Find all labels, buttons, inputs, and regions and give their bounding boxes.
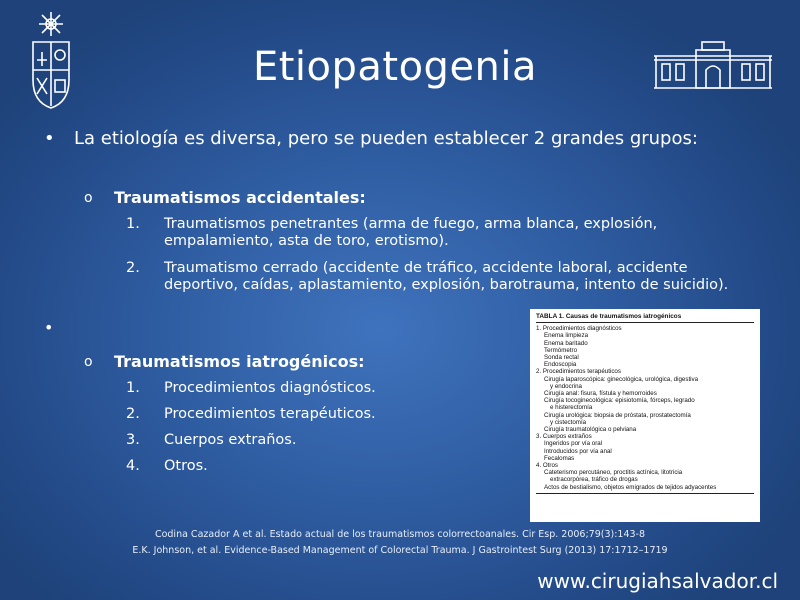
table-row: 3. Cuerpos extraños [536, 433, 592, 441]
group-heading-label: Traumatismos iatrogénicos: [114, 352, 365, 371]
list-item-text: Cuerpos extraños. [164, 432, 297, 448]
list-item-number: 4. [126, 458, 140, 474]
table-row: y cistectomía [550, 418, 587, 426]
website-url: www.cirugiahsalvador.cl [537, 569, 778, 593]
list-item-text: Procedimientos diagnósticos. [164, 380, 376, 396]
table-row: Ingeridos por vía oral [544, 440, 603, 448]
citations [0, 527, 800, 559]
table-row: Cirugía laparoscópica: ginecológica, urológica, digestiva [544, 375, 699, 383]
table-row: Cirugía anal: fisura, fístula y hemorroides [544, 390, 657, 398]
table-row: Actos de bestialismo, objetos emigrados de tejidos adyacentes [544, 483, 717, 491]
table-row: Fecalomas [544, 454, 575, 462]
iatrogenic-causes-table [530, 309, 760, 522]
table-row: e histerectomía [550, 404, 593, 412]
group-heading-label: Traumatismos accidentales: [114, 188, 366, 207]
table-row: Termómetro [544, 346, 578, 354]
list-item-text: Procedimientos terapéuticos. [164, 406, 376, 422]
table-rule [536, 322, 754, 323]
table-row: extracorpórea, tráfico de drogas [550, 476, 638, 484]
citation: Codina Cazador A et al. Estado actual de los traumatismos colorrectoanales. Cir Esp. 2006;79(3):143-8 [154, 529, 646, 540]
table-row: y endocrina [550, 382, 582, 390]
table-rule [536, 493, 754, 494]
table-row: Cateterismo percutáneo, proctitis actínica, litotricia [544, 469, 683, 477]
table-caption: TABLA 1. Causas de traumatismos iatrogénicos [536, 313, 682, 320]
empty-bullet: • [44, 318, 54, 337]
list-item-text: Traumatismos penetrantes (arma de fuego, arma blanca, explosión, empalamiento, asta de toro, erotismo). [164, 216, 658, 249]
table-row: Cirugía tocoginecológica: episiotomía, fórceps, legrado [544, 397, 695, 405]
table-rows [536, 325, 754, 491]
list-item-number: 3. [126, 432, 140, 448]
table-row: Sonda rectal [544, 354, 579, 362]
list-item-number: 2. [126, 406, 140, 422]
list-item-number: 1. [126, 380, 140, 396]
bullet-dot: • [44, 128, 55, 149]
table-row: Endoscopia [544, 361, 577, 369]
list-item-text: Otros. [164, 458, 208, 474]
sub-bullet-marker: o [84, 354, 93, 370]
slide-title: Etiopatogenia [252, 44, 538, 90]
list-item-number: 1. [126, 216, 140, 232]
main-bullet-text: La etiología es diversa, pero se pueden establecer 2 grandes grupos: [74, 128, 698, 149]
table-row: Enema baritado [544, 339, 588, 347]
list-item-text: Traumatismo cerrado (accidente de tráfico, accidente laboral, accidente deportivo, caídas, aplastamiento, explosión, barotrauma, intento de suicidio). [164, 260, 729, 293]
table-row: 2. Procedimientos terapéuticos [536, 368, 621, 376]
citation: E.K. Johnson, et al. Evidence-Based Management of Colorectal Trauma. J Gastrointest Surg (2013) 17:1712–1719 [132, 545, 668, 556]
table-row: Introducidos por vía anal [544, 447, 612, 455]
table-row: Cirugía traumatológica o pelviana [544, 426, 637, 434]
table-row: 4. Otros [536, 462, 559, 470]
table-row: Cirugía urológica: biopsia de próstata, prostatectomía [544, 411, 691, 419]
table-row: Enema limpieza [544, 332, 589, 340]
table-row: 1. Procedimientos diagnósticos [536, 325, 622, 333]
list-item-number: 2. [126, 260, 140, 276]
sub-bullet-marker: o [84, 190, 93, 206]
